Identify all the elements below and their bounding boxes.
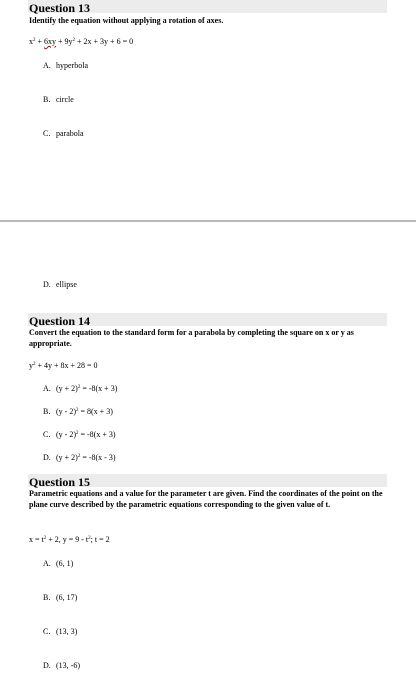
option-letter: B. — [43, 407, 51, 416]
answer-option-15b[interactable] — [43, 593, 77, 602]
question-14-title: Question 14 — [29, 314, 91, 328]
option-text: (6, 1) — [56, 559, 74, 568]
eq-exponent: 2 — [43, 536, 47, 541]
option-text: (y - 2) — [56, 407, 76, 416]
answer-option-14c[interactable] — [43, 430, 116, 439]
eq-exponent: 2 — [72, 38, 76, 43]
answer-option-14a[interactable] — [43, 384, 117, 393]
answer-option-14d[interactable] — [43, 453, 116, 462]
eq-term: ; t = 2 — [90, 535, 110, 544]
option-letter: C. — [43, 627, 51, 636]
eq-term-spellcheck: 6xy — [44, 37, 57, 46]
option-text: parabola — [56, 129, 84, 138]
question-13-title: Question 13 — [29, 1, 91, 15]
option-text: = -8(x + 3) — [78, 430, 116, 439]
option-letter: B. — [43, 95, 51, 104]
answer-option-13a[interactable] — [43, 61, 88, 70]
page-break-divider — [0, 220, 416, 222]
eq-exponent: 2 — [33, 38, 36, 43]
option-text: (13, 3) — [56, 627, 78, 636]
eq-exponent: 2 — [76, 431, 79, 436]
option-text: circle — [56, 95, 74, 104]
option-letter: D. — [43, 280, 51, 289]
eq-term: + 4y + 8x + 28 = 0 — [35, 361, 98, 370]
eq-term: + — [35, 37, 45, 46]
eq-term: y — [29, 361, 33, 370]
option-text: (y + 2) — [56, 453, 78, 462]
eq-term: x = t — [29, 535, 44, 544]
eq-term: x — [29, 37, 33, 46]
answer-option-15d[interactable] — [43, 661, 80, 670]
answer-option-14b[interactable] — [43, 407, 113, 416]
option-text: (6, 17) — [56, 593, 78, 602]
eq-term: + 2x + 3y + 6 = 0 — [75, 37, 134, 46]
eq-term: + 2, y = 9 - t — [46, 535, 89, 544]
answer-option-13c[interactable] — [43, 129, 84, 138]
eq-exponent: 2 — [88, 536, 91, 541]
option-text: ellipse — [56, 280, 77, 289]
option-letter: D. — [43, 453, 51, 462]
question-14-equation — [29, 361, 98, 370]
option-letter: A. — [43, 559, 51, 568]
question-15-title: Question 15 — [29, 475, 91, 489]
option-text: (13, -6) — [56, 661, 80, 670]
eq-exponent: 2 — [33, 362, 36, 367]
question-15-equation — [29, 535, 110, 544]
option-letter: C. — [43, 430, 51, 439]
question-14-prompt: Convert the equation to the standard form for a parabola by completing the square on x or y as appropriate. — [29, 328, 354, 348]
eq-exponent: 2 — [77, 385, 81, 390]
option-text: = -8(x - 3) — [80, 453, 116, 462]
option-text: = -8(x + 3) — [80, 384, 118, 393]
eq-exponent: 2 — [76, 408, 79, 413]
answer-option-15c[interactable] — [43, 627, 77, 636]
option-text: hyperbola — [56, 61, 88, 70]
option-letter: A. — [43, 384, 51, 393]
eq-term: + 9y — [56, 37, 73, 46]
question-13-prompt: Identify the equation without applying a rotation of axes. — [29, 16, 224, 25]
option-letter: B. — [43, 593, 51, 602]
question-15-prompt: Parametric equations and a value for the parameter t are given. Find the coordinates of the point on the plane curve described by the parametric equations corresponding to the given value of t. — [29, 489, 383, 509]
answer-option-13b[interactable] — [43, 95, 74, 104]
option-letter: A. — [43, 61, 51, 70]
option-text: = 8(x + 3) — [78, 407, 113, 416]
option-text: (y - 2) — [56, 430, 76, 439]
option-text: (y + 2) — [56, 384, 78, 393]
option-letter: C. — [43, 129, 51, 138]
question-13-equation — [29, 37, 133, 46]
eq-exponent: 2 — [77, 454, 81, 459]
answer-option-13d[interactable] — [43, 280, 77, 289]
option-letter: D. — [43, 661, 51, 670]
answer-option-15a[interactable] — [43, 559, 73, 568]
